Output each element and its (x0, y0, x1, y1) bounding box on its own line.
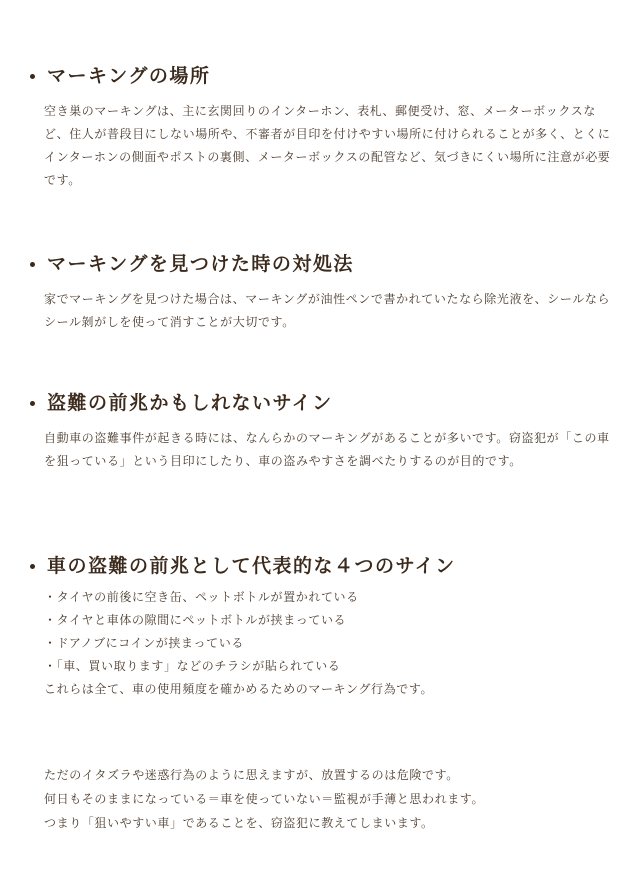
bullet-dot-icon (30, 564, 35, 569)
list-item: ・タイヤと車体の隙間にペットボトルが挟まっている (44, 613, 347, 627)
list-item: ・「車、買い取ります」などのチラシが貼られている (44, 659, 341, 673)
bullet-dot-icon (30, 74, 35, 79)
heading-text: マーキングを見つけた時の対処法 (47, 253, 354, 275)
list-item: ・タイヤの前後に空き缶、ペットボトルが置かれている (44, 590, 359, 604)
section-heading (24, 391, 616, 415)
heading-text: マーキングの場所 (47, 65, 211, 87)
closing-line: ただのイタズラや迷惑行為のように思えますが、放置するのは危険です。 (44, 768, 459, 782)
bullet-dot-icon (30, 401, 35, 406)
closing-line: つまり「狙いやすい車」であることを、窃盗犯に教えてしまいます。 (44, 816, 434, 830)
list-item: これらは全て、車の使用頻度を確かめるためのマーキング行為です。 (44, 682, 434, 696)
closing-paragraph (44, 763, 616, 835)
heading-text: 車の盗難の前兆として代表的な４つのサイン (47, 555, 456, 577)
section-heading (24, 554, 616, 578)
section-four-signs (24, 554, 616, 701)
section-marking-location (24, 64, 616, 192)
section-paragraph: 自動車の盗難事件が起きる時には、なんらかのマーキングがあることが多いです。窃盗犯が「この車を狙っている」という目印にしたり、車の盗みやすさを調べたりするのが目的です。 (44, 431, 610, 468)
section-heading (24, 64, 616, 88)
section-paragraph: 家でマーキングを見つけた場合は、マーキングが油性ペンで書かれていたなら除光液を、シールならシール剝がしを使って消すことが大切です。 (44, 292, 611, 329)
section-theft-sign (24, 391, 616, 473)
sign-list (44, 586, 616, 701)
section-heading (24, 252, 616, 276)
heading-text: 盗難の前兆かもしれないサイン (47, 392, 333, 414)
closing-line: 何日もそのままになっている＝車を使っていない＝監視が手薄と思われます。 (44, 792, 485, 806)
section-countermeasure (24, 252, 616, 334)
bullet-dot-icon (30, 262, 35, 267)
list-item: ・ドアノブにコインが挟まっている (44, 636, 244, 650)
section-paragraph: 空き巣のマーキングは、主に玄関回りのインターホン、表札、郵便受け、窓、メーターボックスなど、住人が普段目にしない場所や、不審者が目印を付けやすい場所に付けられることが多く、とくにインターホンの側面やポストの裏側、メーターボックスの配管など、気づきにくい場所に注意が必要です。 (44, 104, 611, 187)
